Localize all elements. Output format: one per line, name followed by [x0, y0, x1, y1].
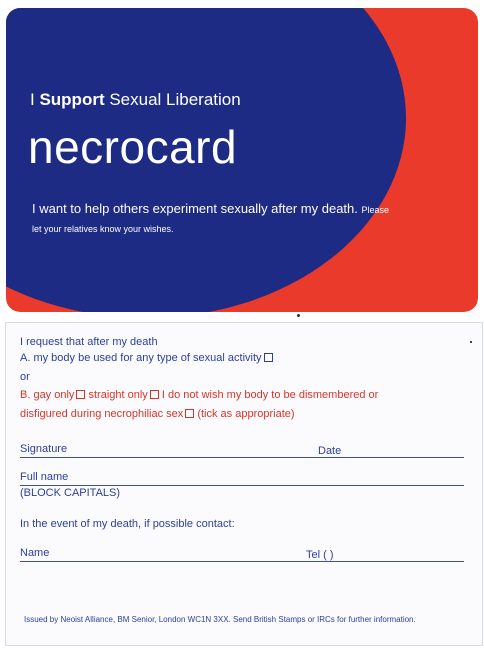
- support-prefix: I: [30, 90, 40, 109]
- card-back: [5, 322, 483, 646]
- separator-dot: [297, 314, 300, 317]
- name-label: Name: [20, 547, 50, 559]
- support-line: [30, 90, 241, 110]
- support-bold: Support: [39, 90, 105, 109]
- option-a-checkbox[interactable]: [264, 353, 273, 362]
- card-front: [6, 8, 478, 312]
- option-a-line: [20, 352, 273, 364]
- support-suffix: Sexual Liberation: [104, 90, 241, 109]
- date-label: Date: [318, 445, 342, 457]
- fullname-rule[interactable]: [20, 485, 464, 486]
- pledge-text: [32, 200, 392, 238]
- signature-rule[interactable]: [20, 457, 464, 458]
- option-b-straight: straight only: [88, 389, 148, 401]
- no-dismember-checkbox[interactable]: [185, 409, 194, 418]
- request-line: I request that after my death: [20, 336, 158, 348]
- signature-label: Signature: [20, 443, 68, 455]
- tel-label: Tel ( ): [306, 549, 334, 561]
- option-b-no-dismember: I do not wish my body to be dismembered or: [161, 389, 379, 401]
- pledge-main: I want to help others experiment sexually after my death.: [32, 201, 358, 216]
- option-a-text: A. my body be used for any type of sexual activity: [20, 352, 262, 364]
- straight-only-checkbox[interactable]: [150, 390, 159, 399]
- contact-intro: In the event of my death, if possible contact:: [20, 518, 235, 530]
- option-b-line: [20, 389, 378, 401]
- footer-note: Issued by Neoist Alliance, BM Senior, London WC1N 3XX. Send British Stamps or IRCs for further information.: [24, 615, 416, 624]
- name-rule[interactable]: [20, 561, 464, 562]
- corner-mark: [470, 341, 472, 343]
- tick-note: (tick as appropriate): [197, 408, 295, 420]
- option-b-line-2: [20, 408, 295, 420]
- option-b-disfigured: disfigured during necrophiliac sex: [20, 408, 184, 420]
- brand-title: necrocard: [28, 121, 238, 173]
- or-line: or: [20, 371, 30, 383]
- option-b-gay: B. gay only: [20, 389, 75, 401]
- gay-only-checkbox[interactable]: [76, 390, 85, 399]
- block-caps-note: (BLOCK CAPITALS): [20, 487, 121, 499]
- fullname-label: Full name: [20, 471, 69, 483]
- pledge-small: Please let your relatives know your wishes.: [32, 205, 390, 234]
